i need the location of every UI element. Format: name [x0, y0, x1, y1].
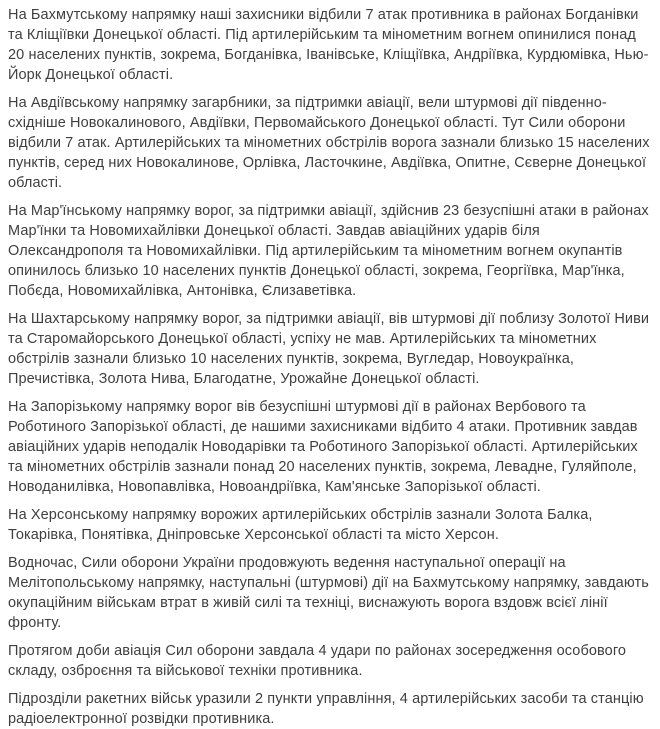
paragraph-marinka-direction: На Мар'їнському напрямку ворог, за підтримки авіації, здійснив 23 безуспішні атаки в районах Мар'їнки та Новомихайлівки Донецької області. Завдав авіаційних ударів біля Олександрополя та Новомихайлівки. Під артилерійським та мінометним вогнем окупантів опинилось близько 10 населених пунктів Донецької області, зокрема, Георгіївка, Мар'їнка, Побєда, Новомихайлівка, Антонівка, Єлизаветівка.	[8, 203, 649, 299]
paragraph-kherson-direction: На Херсонському напрямку ворожих артилерійських обстрілів зазнали Золота Балка, Токарівка, Понятівка, Дніпровське Херсонської області та місто Херсон.	[8, 507, 593, 543]
paragraph-missile-forces: Підрозділи ракетних військ уразили 2 пункти управління, 4 артилерійських засоби та станцію радіоелектронної розвідки противника.	[8, 691, 644, 727]
paragraph-offensive-summary: Водночас, Сили оборони України продовжують ведення наступальної операції на Мелітопольському напрямку, наступальні (штурмові) дії на Бахмутському напрямку, завдають окупаційним військам втрат в живій силі та техніці, виснажують ворога вздовж всієї лінії фронту.	[8, 555, 649, 631]
paragraph-zaporizhzhia-direction: На Запорізькому напрямку ворог вів безуспішні штурмові дії в районах Вербового та Роботиного Запорізької області, де нашими захисниками відбито 4 атаки. Противник завдав авіаційних ударів неподалік Новодарівки та Роботиного Запорізької області. Артилерійських та мінометних обстрілів зазнали понад 20 населених пунктів, зокрема, Левадне, Гуляйполе, Новоданилівка, Новопавлівка, Новоандріївка, Кам'янське Запорізької області.	[8, 399, 638, 495]
paragraph-shakhtarsk-direction: На Шахтарському напрямку ворог, за підтримки авіації, вів штурмові дії поблизу Золотої Ниви та Старомайорського Донецької області, успіху не мав. Артилерійських та мінометних обстрілів зазнали близько 10 населених пунктів, зокрема, Вугледар, Новоукраїнка, Пречистівка, Золота Нива, Благодатне, Урожайне Донецької області.	[8, 311, 650, 387]
paragraph-bakhmut-direction: На Бахмутському напрямку наші захисники відбили 7 атак противника в районах Богданівки та Кліщіївки Донецької області. Під артилерійським та мінометним вогнем опинилися понад 20 населених пунктів, зокрема, Богданівка, Іванівське, Кліщіївка, Андріївка, Курдюмівка, Нью-Йорк Донецької області.	[8, 7, 649, 83]
paragraph-aviation-strikes: Протягом доби авіація Сил оборони завдала 4 удари по районах зосередження особового складу, озброєння та військової техніки противника.	[8, 643, 627, 679]
paragraph-avdiivka-direction: На Авдіївському напрямку загарбники, за підтримки авіації, вели штурмові дії південно-східніше Новокалинового, Авдіївки, Первомайського Донецької області. Тут Сили оборони відбили 7 атак. Артилерійських та мінометних обстрілів ворога зазнали близько 15 населених пунктів, серед них Новокалинове, Орлівка, Ласточкине, Авдіївка, Опитне, Сєверне Донецької області.	[8, 95, 650, 191]
